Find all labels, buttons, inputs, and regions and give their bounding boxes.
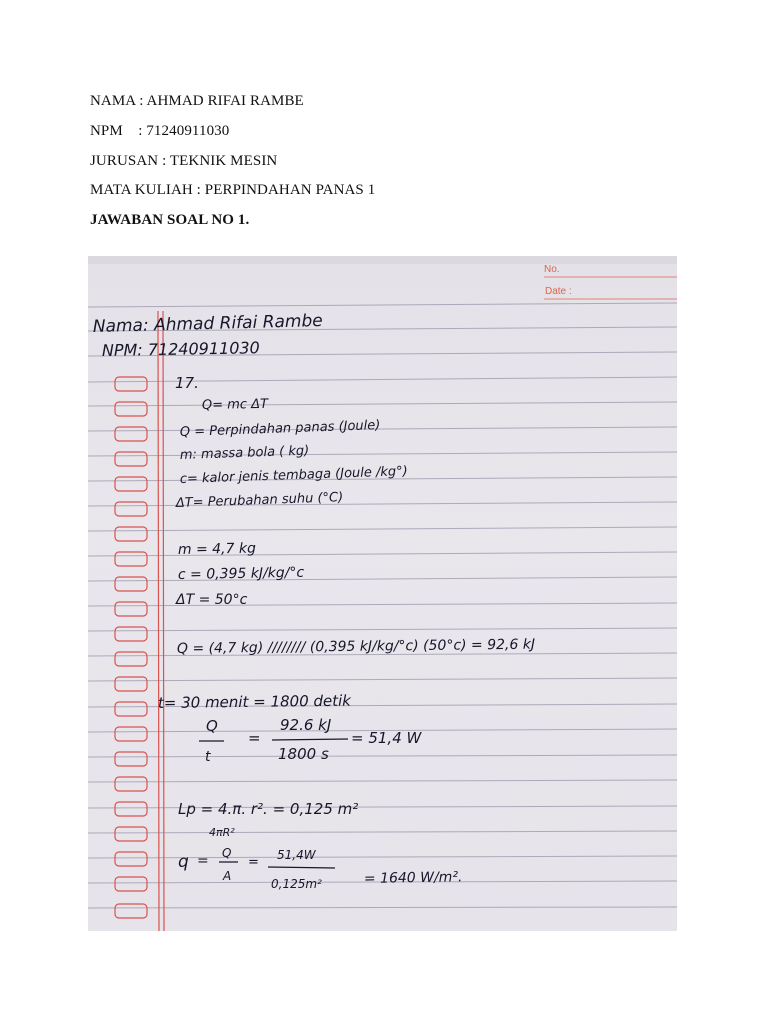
hw-flux-q: q [178, 852, 189, 872]
notebook-photo [88, 256, 677, 931]
date-label: Date : [545, 286, 572, 297]
margin-line [158, 311, 159, 931]
hw-flux-eq: = [197, 853, 209, 869]
notebook-page [88, 256, 677, 931]
hw-name: Nama: Ahmad Rifai Rambe [92, 310, 323, 337]
margin-boxes [115, 377, 147, 918]
header-nama: NAMA : AHMAD RIFAI RAMBE [90, 93, 304, 109]
hw-frac1-den: t [205, 749, 211, 765]
hw-flux-result: = 1640 W/m². [363, 869, 463, 887]
hw-val-c: c = 0,395 kJ/kg/°c [177, 564, 305, 583]
hw-def-c: c= kalor jenis tembaga (Joule /kg°) [179, 464, 408, 487]
margin-line [163, 311, 164, 931]
hw-number: 17. [175, 374, 199, 392]
hw-val-dt: ΔT = 50°c [176, 592, 248, 608]
no-label: No. [544, 264, 560, 275]
hw-def-dt: ΔT= Perubahan suhu (°C) [175, 490, 344, 511]
hw-result-w: = 51,4 W [351, 729, 422, 747]
hw-val-m: m = 4,7 kg [177, 540, 257, 558]
header-mata-kuliah: MATA KULIAH : PERPINDAHAN PANAS 1 [90, 182, 376, 198]
hw-frac2-den: 1800 s [278, 745, 329, 763]
hw-def-m: m: massa bola ( kg) [179, 443, 310, 463]
hw-frac2-num: 92.6 kJ [280, 716, 332, 734]
hw-formula: Q= mc ΔT [201, 396, 269, 413]
hw-flux-eq2: = [248, 855, 259, 870]
hw-area-sub: 4πR² [209, 826, 235, 839]
hw-flux-den2: 0,125m² [271, 877, 322, 891]
hw-eq1: = [248, 729, 261, 747]
hw-area: Lp = 4.π. r². = 0,125 m² [178, 800, 359, 818]
header-jawaban: JAWABAN SOAL NO 1. [90, 212, 250, 228]
hw-flux-num2: 51,4W [277, 848, 316, 862]
header-npm: NPM : 71240911030 [90, 123, 230, 139]
hw-frac1-num: Q [206, 717, 218, 735]
hw-def-q: Q = Perpindahan panas (Joule) [179, 418, 381, 440]
hw-flux-den: A [223, 869, 232, 883]
hw-time: t= 30 menit = 1800 detik [157, 691, 352, 712]
hw-calc-q: Q = (4,7 kg) //////// (0,395 kJ/kg/°c) (50°c) = 92,6 kJ [176, 636, 536, 657]
header-jurusan: JURUSAN : TEKNIK MESIN [90, 153, 278, 169]
hw-flux-num: Q [222, 846, 232, 860]
hw-npm: NPM: 71240911030 [101, 338, 260, 360]
